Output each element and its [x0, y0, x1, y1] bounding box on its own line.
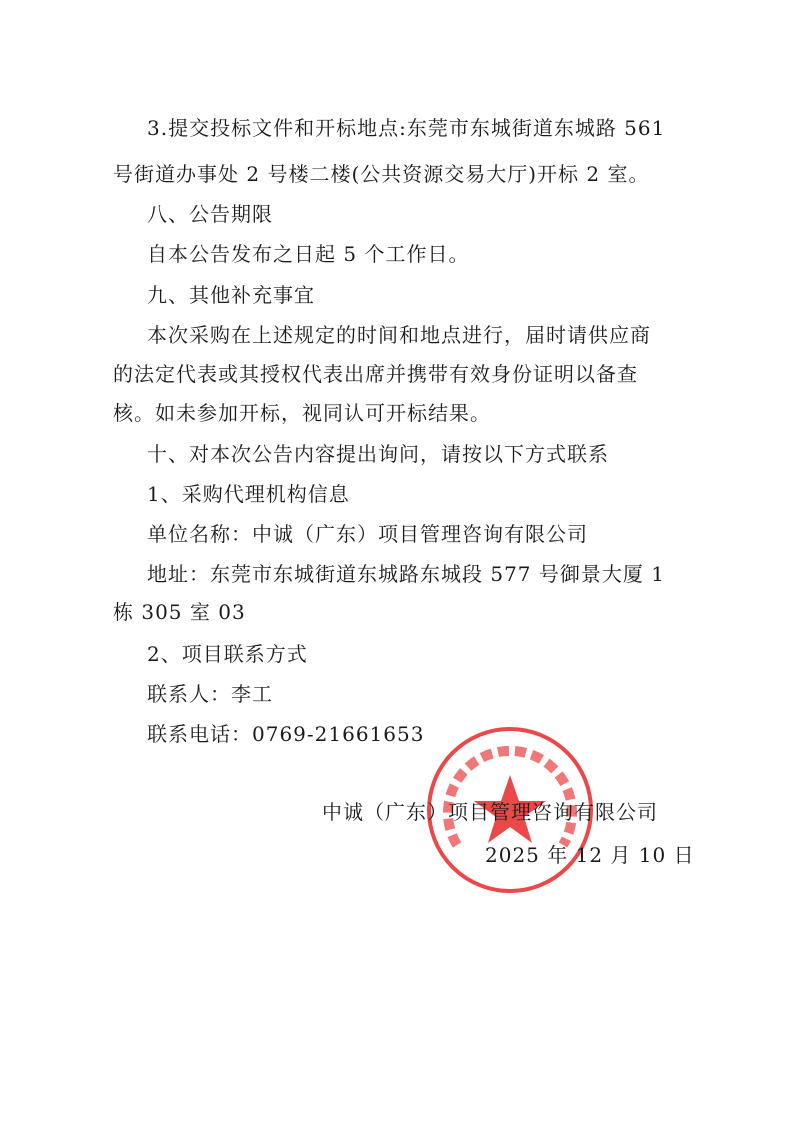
- paragraph-line: 2、项目联系方式: [147, 642, 308, 666]
- paragraph-line: 本次采购在上述规定的时间和地点进行，届时请供应商: [147, 323, 651, 347]
- paragraph-line: 地址：东莞市东城街道东城路东城段 577 号御景大厦 1: [147, 562, 665, 586]
- paragraph-line: 自本公告发布之日起 5 个工作日。: [147, 242, 470, 266]
- paragraph-line: 栋 305 室 03: [113, 600, 246, 624]
- paragraph-line: 3.提交投标文件和开标地点:东莞市东城街道东城路 561: [147, 116, 666, 140]
- signature-date: 2025 年 12 月 10 日: [485, 843, 695, 867]
- section-heading: 八、公告期限: [147, 202, 273, 226]
- paragraph-line: 单位名称：中诚（广东）项目管理咨询有限公司: [147, 522, 588, 546]
- section-heading: 九、其他补充事宜: [147, 283, 315, 307]
- paragraph-line: 的法定代表或其授权代表出席并携带有效身份证明以备查: [113, 362, 638, 386]
- paragraph-line: 号街道办事处 2 号楼二楼(公共资源交易大厅)开标 2 室。: [113, 162, 650, 186]
- paragraph-line: 联系人：李工: [147, 682, 273, 706]
- paragraph-line: 1、采购代理机构信息: [147, 482, 350, 506]
- signature-company: 中诚（广东）项目管理咨询有限公司: [322, 800, 658, 824]
- paragraph-line: 核。如未参加开标，视同认可开标结果。: [113, 401, 491, 425]
- section-heading: 十、对本次公告内容提出询问，请按以下方式联系: [147, 442, 609, 466]
- paragraph-line: 联系电话：0769-21661653: [147, 722, 425, 746]
